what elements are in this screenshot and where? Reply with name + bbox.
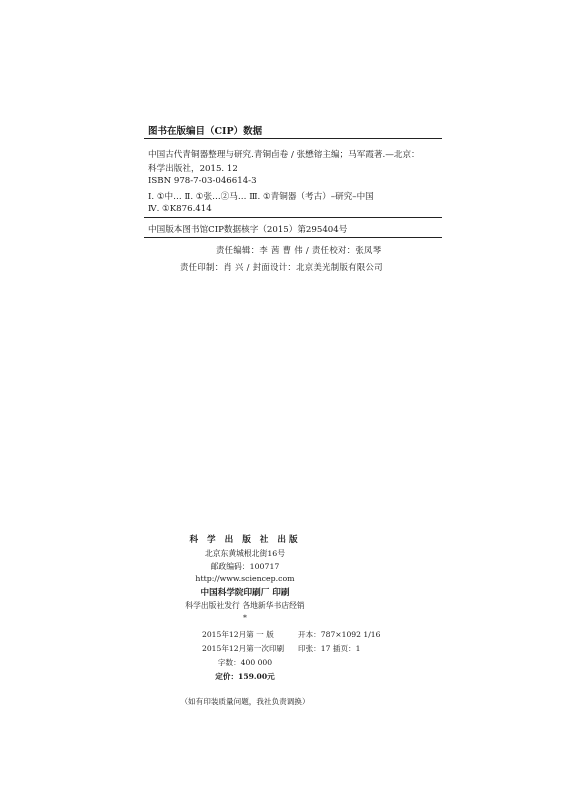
publisher-name: 科 学 出 版 社 出版	[189, 535, 301, 545]
cip-bibliographic-line-1: 中国古代青铜器整理与研究.青铜卣卷 / 张懋镕主编；马军霞著.—北京：	[148, 150, 420, 160]
cip-top-rule	[144, 138, 442, 139]
format-info: 开本：787×1092 1/16	[298, 630, 381, 639]
edition-info: 2015年12月第 一 版	[202, 630, 274, 639]
cip-bibliographic-line-2: 科学出版社，2015. 12	[148, 164, 238, 174]
cip-classification-line-1: Ⅰ. ①中… Ⅱ. ①张…②马… Ⅲ. ①青铜器（考古）–研究–中国	[148, 192, 374, 202]
distribution-line: 科学出版社发行 各地新华书店经销	[185, 601, 305, 610]
cip-bottom-rule	[144, 237, 442, 238]
cip-classification-line-2: Ⅳ. ①K876.414	[148, 204, 212, 214]
word-count: 字数：400 000	[217, 658, 273, 667]
publisher-postcode: 邮政编码：100717	[210, 562, 280, 571]
publisher-address: 北京东黄城根北街16号	[204, 549, 286, 558]
separator-mark: *	[243, 613, 247, 622]
printer-name: 中国科学院印刷厂 印刷	[200, 588, 290, 598]
publisher-website: http://www.sciencep.com	[195, 574, 295, 583]
printing-info: 2015年12月第一次印刷	[202, 644, 285, 653]
production-credits: 责任印制：肖 兴 / 封面设计：北京美光制版有限公司	[180, 262, 383, 272]
price: 定价：159.00元	[215, 672, 275, 681]
quality-notice: （如有印装质量问题，我社负责调换）	[180, 697, 310, 706]
responsible-editors: 责任编辑：李 茜 曹 伟 / 责任校对：张凤琴	[216, 245, 382, 255]
cip-isbn: ISBN 978-7-03-046614-3	[148, 176, 257, 186]
sheets-info: 印张：17 插页：1	[298, 644, 361, 653]
cip-title: 图书在版编目（CIP）数据	[148, 126, 263, 137]
cip-middle-rule	[144, 217, 442, 218]
cip-record-number: 中国版本图书馆CIP数据核字（2015）第295404号	[148, 225, 348, 235]
